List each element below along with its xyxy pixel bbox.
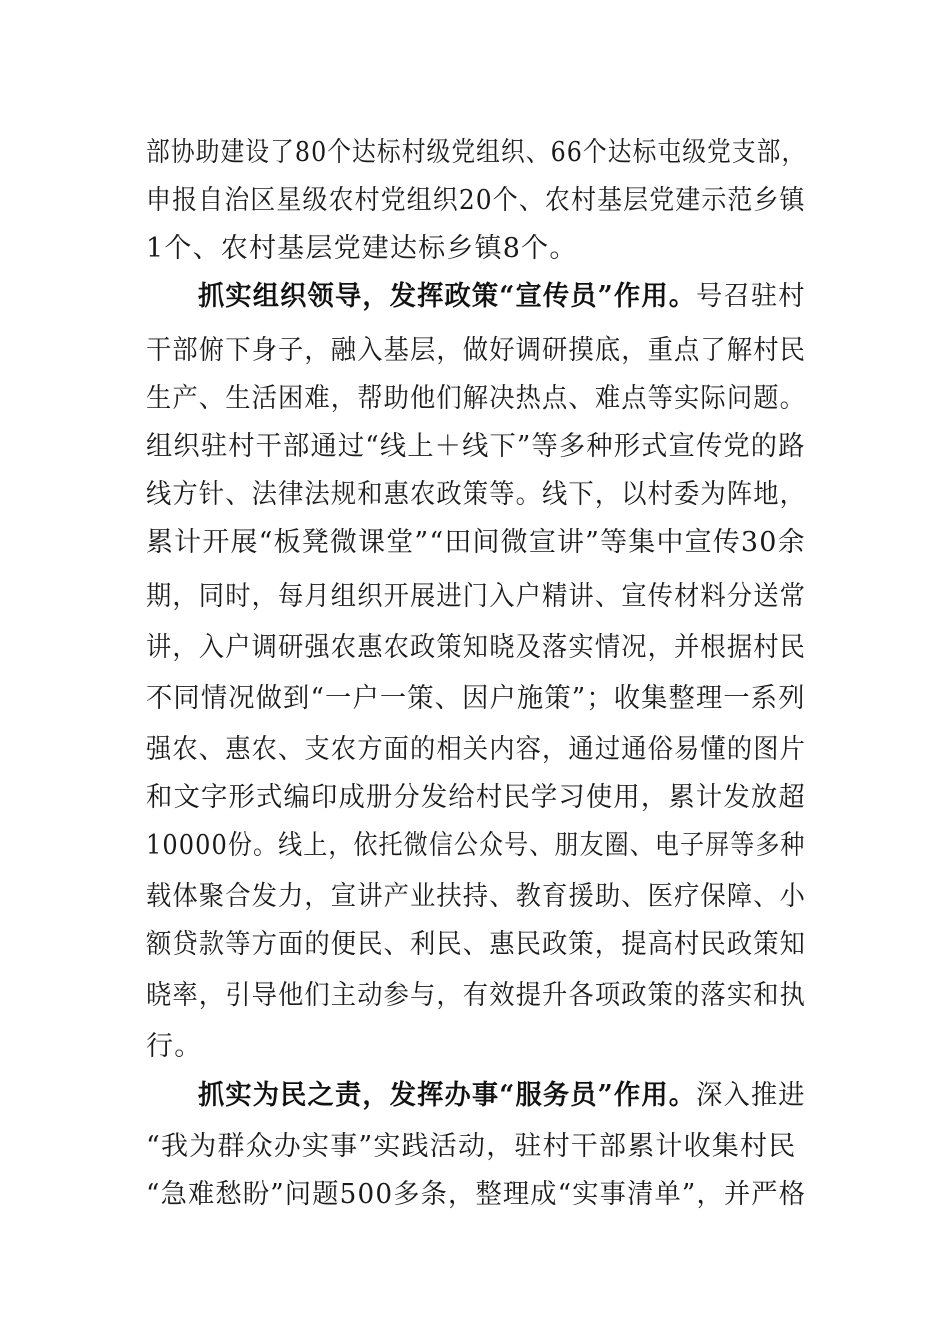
text-span: 深入推进 xyxy=(696,1080,806,1111)
text-line: 累计开展“板凳微课堂”“田间微宣讲”等集中宣传30余 xyxy=(146,527,806,558)
paragraph-heading-line xyxy=(198,1072,806,1120)
text-line: 不同情况做到“一户一策、因户施策”；收集整理一系列 xyxy=(146,683,806,714)
text-line: 线方针、法律法规和惠农政策等。线下，以村委为阵地， xyxy=(146,479,807,510)
text-line: 讲，入户调研强农惠农政策知晓及落实情况，并根据村民 xyxy=(146,632,807,663)
section-heading: 抓实组织领导，发挥政策“宣传员”作用。 xyxy=(198,281,697,312)
text-line: “急难愁盼”问题500多条，整理成“实事清单”，并严格 xyxy=(146,1179,807,1210)
text-line: 生产、生活困难，帮助他们解决热点、难点等实际问题。 xyxy=(146,383,807,414)
text-line: 部协助建设了80个达标村级党组织、66个达标屯级党支部， xyxy=(146,137,807,168)
text-line: 载体聚合发力，宣讲产业扶持、教育援助、医疗保障、小 xyxy=(146,881,807,912)
text-line: “我为群众办实事”实践活动，驻村干部累计收集村民 xyxy=(146,1131,797,1162)
paragraph-heading-line xyxy=(198,273,806,321)
text-line: 组织驻村干部通过“线上＋线下”等多种形式宣传党的路 xyxy=(146,431,806,462)
text-span: 号召驻村 xyxy=(696,281,806,312)
text-line: 行。 xyxy=(146,1031,203,1062)
text-line: 强农、惠农、支农方面的相关内容，通过通俗易懂的图片 xyxy=(146,734,807,765)
section-heading: 抓实为民之责，发挥办事“服务员”作用。 xyxy=(198,1080,697,1111)
text-line: 晓率，引导他们主动参与，有效提升各项政策的落实和执 xyxy=(146,980,807,1011)
text-line: 和文字形式编印成册分发给村民学习使用，累计发放超 xyxy=(146,782,806,813)
text-line: 1个、农村基层党建达标乡镇8个。 xyxy=(146,233,578,264)
text-line: 10000份。线上，依托微信公众号、朋友圈、电子屏等多种 xyxy=(146,830,806,861)
text-line: 期，同时，每月组织开展进门入户精讲、宣传材料分送常 xyxy=(146,581,807,612)
text-line: 干部俯下身子，融入基层，做好调研摸底，重点了解村民 xyxy=(146,335,807,366)
text-line: 申报自治区星级农村党组织20个、农村基层党建示范乡镇 xyxy=(146,185,806,216)
text-line: 额贷款等方面的便民、利民、惠民政策，提高村民政策知 xyxy=(146,929,807,960)
